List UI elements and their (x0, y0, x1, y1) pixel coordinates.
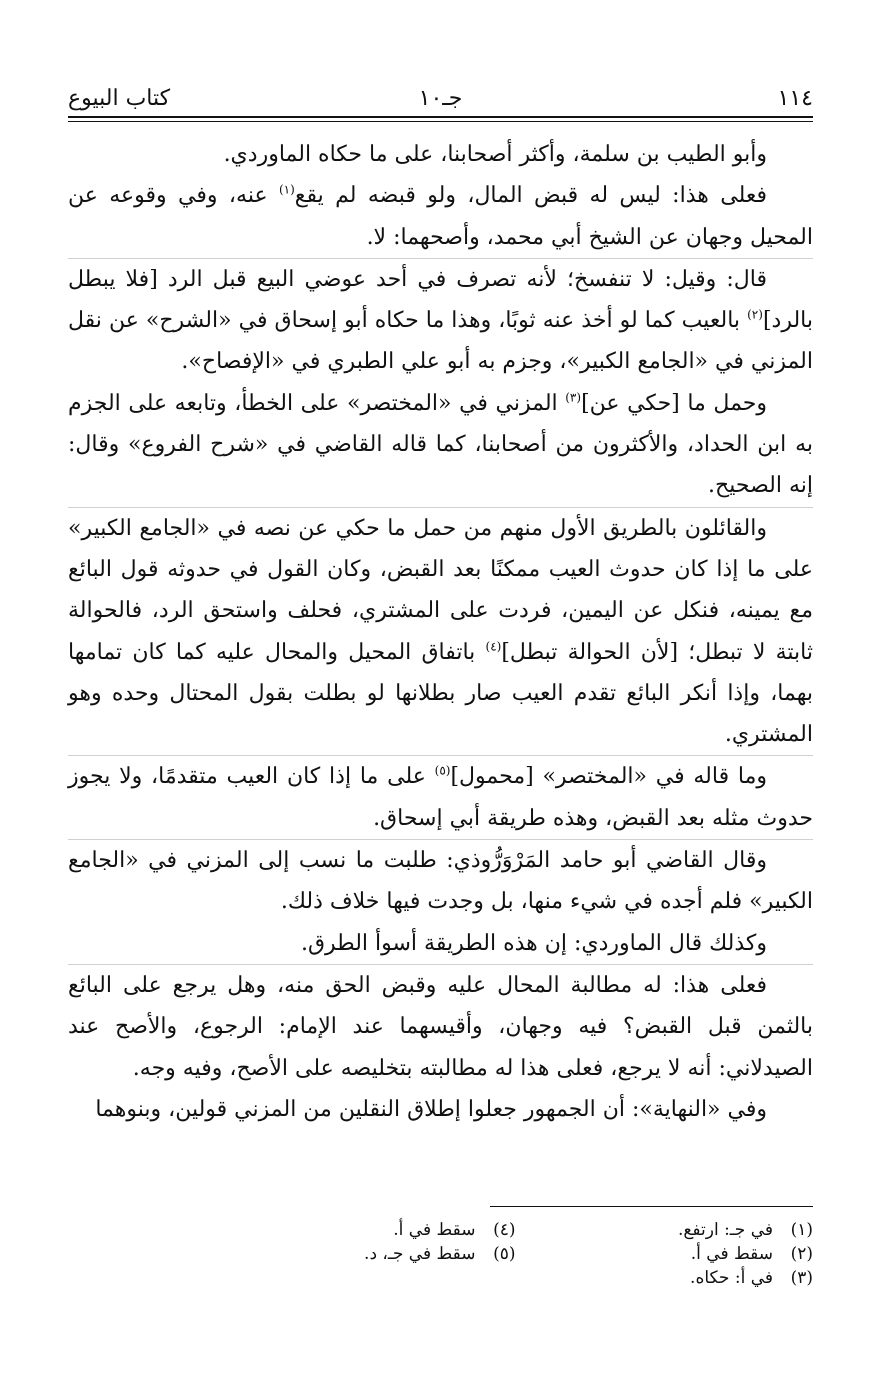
header-rule-thin (68, 121, 813, 122)
footnote-marker: (١) (278, 182, 295, 197)
paragraph (68, 755, 813, 839)
footnote-marker: (٥) (434, 764, 451, 779)
footnote (516, 1266, 814, 1290)
footnotes-column-left (218, 1218, 516, 1290)
paragraph-text: بالعيب كما لو أخذ عنه ثوبًا، وهذا ما حكاه أبو إسحاق في «الشرح» عن نقل المزني في «الجامع الكبير»، وجزم به أبو علي الطبري في «الإفصاح». (68, 308, 813, 375)
footnote-text: سقط في أ. (690, 1244, 773, 1264)
footnote-number: (٥) (493, 1244, 516, 1264)
running-header (68, 82, 813, 114)
paragraph-text: عنه، وفي وقوعه عن المحيل وجهان عن الشيخ أبي محمد، وأصحهما: لا. (68, 183, 813, 250)
paragraph-text: وأبو الطيب بن سلمة، وأكثر أصحابنا، على ما حكاه الماوردي. (223, 142, 767, 167)
footnote-text: سقط في جـ، د. (364, 1244, 476, 1264)
paragraph (68, 175, 813, 258)
footnote (218, 1242, 516, 1266)
paragraph-text: وما قاله في «المختصر» [محمول] (450, 764, 767, 790)
paragraph (68, 1089, 813, 1130)
footnote-text: سقط في أ. (393, 1220, 476, 1240)
paragraph-text: قال: وقيل: لا تنفسخ؛ لأنه تصرف في أحد عوضي البيع قبل الرد [فلا يبطل بالرد] (68, 266, 813, 334)
paragraph-text: فعلى هذا: ليس له قبض المال، ولو قبضه لم يقع (294, 183, 767, 209)
paragraph (68, 134, 813, 175)
footnote (516, 1242, 814, 1266)
paragraph (68, 923, 813, 964)
footnotes (68, 1218, 813, 1290)
footnote-marker: (٢) (747, 307, 763, 322)
paragraph (68, 258, 813, 383)
footnote-number: (٣) (790, 1268, 813, 1288)
footnote-text: في جـ: ارتفع. (677, 1220, 773, 1240)
footnote-text: في أ: حكاه. (690, 1268, 773, 1288)
paragraph-text: وكذلك قال الماوردي: إن هذه الطريقة أسوأ الطرق. (300, 930, 767, 956)
paragraph (68, 839, 813, 923)
header-rule-thick (68, 116, 813, 118)
paragraph-text: وفي «النهاية»: أن الجمهور جعلوا إطلاق النقلين من المزني قولين، وبنوهما (95, 1096, 767, 1122)
paragraph-text: فعلى هذا: له مطالبة المحال عليه وقبض الحق منه، وهل يرجع على البائع بالثمن قبل القبض؟ فيه وجهان، وأقيسهما عند الإمام: الرجوع، والأصح عند الصيدلاني: أنه لا يرجع، فعلى هذا له مطالبته بتخليصه على الأصح، وفيه وجه. (68, 972, 813, 1081)
paragraph-text: باتفاق المحيل والمحال عليه كما كان تمامها بهما، وإذا أنكر البائع تقدم العيب صار بطلانها لو بطلت بقول المحتال وحده وهو المشتري. (68, 639, 813, 748)
footnotes-column-right (516, 1218, 814, 1290)
footnote-number: (٢) (790, 1244, 813, 1264)
paragraph-text: وقال القاضي أبو حامد المَرْوَرُّوذي: طلبت ما نسب إلى المزني في «الجامع الكبير» فلم أجده في شيء منها، بل وجدت فيها خلاف ذلك. (68, 848, 813, 915)
footnote-marker: (٤) (485, 639, 502, 654)
paragraph-text: والقائلون بالطريق الأول منهم من حمل ما حكي عن نصه في «الجامع الكبير» على ما إذا كان حدوث العيب ممكنًا بعد القبض، وكان القول في حدوثه قول البائع مع يمينه، فنكل عن اليمين، فردت على المشتري، فحلف واستحق الرد، فالحوالة ثابتة لا تبطل؛ [لأن الحوالة تبطل] (68, 515, 813, 665)
page-number: ١١٤ (777, 85, 813, 111)
paragraph-text: وحمل ما [حكي عن] (581, 390, 768, 416)
book-title: كتاب البيوع (68, 85, 171, 111)
footnote-marker: (٣) (565, 390, 582, 405)
main-text (68, 134, 813, 1130)
paragraph-text: المزني في «المختصر» على الخطأ، وتابعه على الجزم به ابن الحداد، والأكثرون من أصحابنا، كما قاله القاضي في «شرح الفروع» وقال: إنه الصحيح. (68, 390, 813, 499)
footnote-number: (١) (790, 1220, 813, 1240)
footnote (516, 1218, 814, 1242)
paragraph-text: على ما إذا كان العيب متقدمًا، ولا يجوز حدوث مثله بعد القبض، وهذه طريقة أبي إسحاق. (68, 764, 813, 831)
paragraph (68, 507, 813, 756)
volume-label: جـ١٠ (418, 85, 463, 111)
footnote (218, 1218, 516, 1242)
paragraph (68, 964, 813, 1089)
paragraph (68, 383, 813, 507)
footnote-number: (٤) (493, 1220, 516, 1240)
footnote-rule (490, 1206, 813, 1207)
